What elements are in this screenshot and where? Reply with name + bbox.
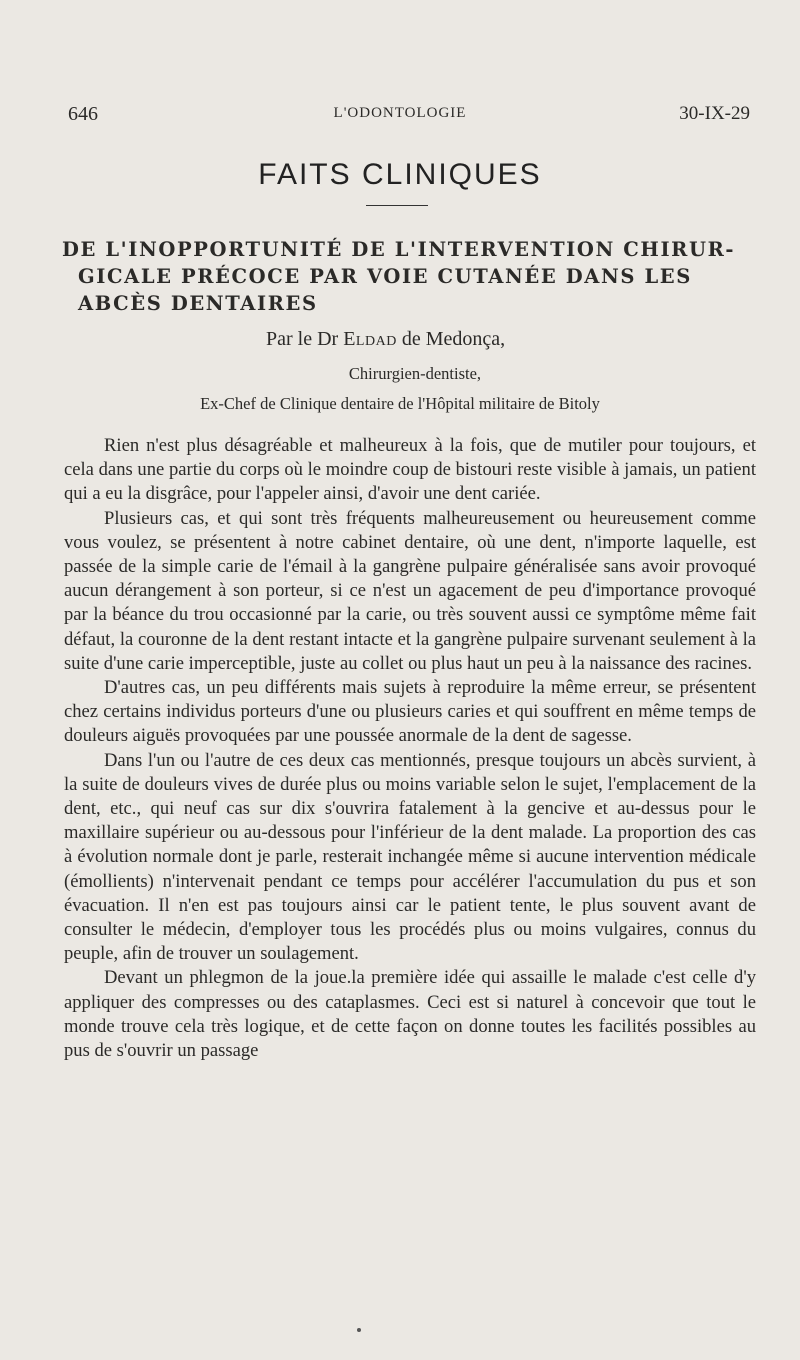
running-head <box>0 103 800 129</box>
article-title-line-2: GICALE PRÉCOCE PAR VOIE CUTANÉE DANS LES <box>78 265 692 288</box>
author-suffix: de Medonça, <box>401 328 506 350</box>
author-line <box>266 328 505 351</box>
paragraph-4: Dans l'un ou l'autre de ces deux cas mentionnés, presque toujours un abcès survient, à la suite de douleurs vives de durée plus ou moins variable selon le sujet, l'emplacement de la dent, etc., qui neuf cas sur dix s'ouvrira fatalement à la gencive et au-dessus pour le maxillaire supérieur ou au-dessous pour l'inférieur de la dent malade. La proportion des cas à évolution normale dont je parle, resterait inchangée même si aucune intervention médicale (émollients) n'intervenait pendant ce temps pour accélérer l'accumulation du pus et son évacuation. Il n'en est pas toujours ainsi car le patient tente, le plus souvent avant de consulter le médecin, d'employer tous les procédés plus ou moins vulgaires, connus du peuple, afin de trouver un soulagement. <box>64 749 756 965</box>
section-title: FAITS CLINIQUES <box>258 158 542 191</box>
title-rule <box>366 205 428 206</box>
author-role-2: Ex-Chef de Clinique dentaire de l'Hôpital militaire de Bitoly <box>200 394 600 413</box>
page-speck <box>357 1328 361 1332</box>
author-title: Dr <box>317 328 339 350</box>
article-body <box>64 434 756 1063</box>
article-title-line-1: DE L'INOPPORTUNITÉ DE L'INTERVENTION CHIRUR- <box>62 238 736 261</box>
byline-prefix: Par le <box>266 328 313 350</box>
journal-title: L'ODONTOLOGIE <box>333 105 467 121</box>
paragraph-3: D'autres cas, un peu différents mais sujets à reproduire la même erreur, se présentent chez certains individus porteurs d'une ou plusieurs caries et qui souffrent en même temps de douleurs aiguës provoquées par une poussée anormale de la dent de sagesse. <box>64 677 756 747</box>
issue-date: 30-IX-29 <box>679 103 750 124</box>
author-role-1: Chirurgien-dentiste, <box>348 364 482 383</box>
article-title <box>62 236 762 317</box>
article-title-line-3: ABCÈS DENTAIRES <box>78 292 318 315</box>
page-number: 646 <box>68 103 98 125</box>
paragraph-5: Devant un phlegmon de la joue.la première idée qui assaille le malade c'est celle d'y appliquer des compresses ou des cataplasmes. Ceci est si naturel à concevoir que tout le monde trouve cela très logique, et de cette façon on donne toutes les facilités possibles au pus de s'ouvrir un passage <box>64 967 756 1062</box>
author-name: Eldad <box>343 328 397 350</box>
paragraph-2: Plusieurs cas, et qui sont très fréquents malheureusement ou heureusement comme vous voulez, se présentent à notre cabinet dentaire, où une dent, n'importe laquelle, est passée de la simple carie de l'émail à la gangrène pulpaire généralisée sans avoir provoqué aucun dérangement à son porteur, si ce n'est un agacement de peu d'importance provoqué par la béance du trou occasionné par la carie, ou très souvent aussi ce symptôme même fait défaut, la couronne de la dent restant intacte et la gangrène pulpaire survenant seulement à la suite d'une carie imperceptible, juste au collet ou plus haut un peu à la naissance des racines. <box>64 507 756 674</box>
paragraph-1: Rien n'est plus désagréable et malheureux à la fois, que de mutiler pour toujours, et cela dans une partie du corps où le moindre coup de bistouri reste visible à jamais, un patient qui a eu la disgrâce, pour l'appeler ainsi, d'avoir une dent cariée. <box>64 435 756 505</box>
